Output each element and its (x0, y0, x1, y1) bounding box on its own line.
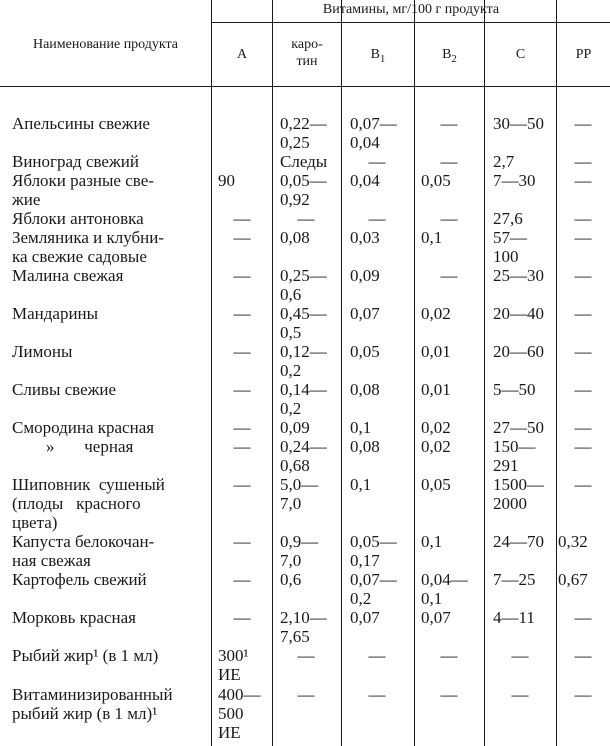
value-cell-car: 0,09 (280, 418, 310, 437)
product-name: Лимоны (12, 342, 73, 361)
value-cell-pp: — (574, 152, 592, 171)
value-cell-a: 90 (218, 171, 235, 190)
value-cell-car: 5,0— 7,0 (280, 475, 319, 513)
value-cell-c: 30—50 (493, 114, 544, 133)
product-name: Морковь красная (12, 608, 136, 627)
value-cell-b1: 0,05— 0,17 (350, 532, 397, 570)
value-cell-b1: 0,07— 0,2 (350, 570, 397, 608)
value-cell-b1: 0,1 (350, 475, 372, 494)
value-cell-b1: 0,09 (350, 266, 380, 285)
value-cell-b2: 0,1 (421, 532, 443, 551)
value-cell-a: — (233, 380, 251, 399)
product-name: Виноград свежий (12, 152, 139, 171)
value-cell-pp: — (574, 608, 592, 627)
value-cell-pp: — (574, 646, 592, 665)
vitamins-group-header: Витамины, мг/100 г продукта (322, 2, 500, 17)
value-cell-c: 4—11 (493, 608, 535, 627)
value-cell-b1: 0,07— 0,04 (350, 114, 397, 152)
value-cell-pp: — (574, 304, 592, 323)
value-cell-b2: 0,04— 0,1 (421, 570, 468, 608)
column-divider (341, 0, 342, 746)
value-cell-a: — (233, 475, 251, 494)
product-name: Рыбий жир¹ (в 1 мл) (12, 646, 159, 665)
value-cell-car: — (297, 685, 315, 704)
value-cell-pp: — (574, 342, 592, 361)
header-group-line (211, 22, 610, 23)
value-cell-b2: 0,01 (421, 380, 451, 399)
value-cell-b2: 0,02 (421, 418, 451, 437)
col-header-b2: $В_2$ (442, 47, 457, 65)
value-cell-pp: — (574, 114, 592, 133)
value-cell-pp: — (574, 266, 592, 285)
value-cell-pp: — (574, 228, 592, 247)
value-cell-car: 2,10— 7,65 (280, 608, 327, 646)
value-cell-c: 150— 291 (493, 437, 536, 475)
value-cell-a: — (233, 570, 251, 589)
value-cell-car: 0,12— 0,2 (280, 342, 327, 380)
col-header-a: А (236, 47, 248, 62)
value-cell-b2: 0,07 (421, 608, 451, 627)
value-cell-pp: — (574, 209, 592, 228)
value-cell-b2: 0,1 (421, 228, 443, 247)
value-cell-b2: 0,02 (421, 304, 451, 323)
value-cell-car: 0,25— 0,6 (280, 266, 327, 304)
value-cell-car: 0,22— 0,25 (280, 114, 327, 152)
value-cell-c: 5—50 (493, 380, 536, 399)
value-cell-b1: — (368, 685, 386, 704)
product-name: Яблоки антоновка (12, 209, 144, 228)
value-cell-b2: 0,05 (421, 475, 451, 494)
value-cell-a: — (233, 266, 251, 285)
value-cell-c: 7—30 (493, 171, 536, 190)
value-cell-car: Следы (280, 152, 328, 171)
product-name: Земляника и клубни- ка свежие садовые (12, 228, 164, 266)
value-cell-b1: — (368, 646, 386, 665)
value-cell-car: 0,24— 0,68 (280, 437, 327, 475)
value-cell-b2: 0,01 (421, 342, 451, 361)
value-cell-pp: — (574, 418, 592, 437)
value-cell-b1: 0,05 (350, 342, 380, 361)
value-cell-pp: 0,32 (558, 532, 588, 551)
value-cell-a: — (233, 608, 251, 627)
col-header-c: С (515, 47, 526, 62)
value-cell-b2: — (440, 152, 458, 171)
product-column-header: Наименование продукта (32, 37, 179, 52)
value-cell-c: 25—30 (493, 266, 544, 285)
value-cell-b2: — (440, 266, 458, 285)
value-cell-c: — (511, 646, 529, 665)
value-cell-b1: — (368, 152, 386, 171)
value-cell-c: 7—25 (493, 570, 536, 589)
value-cell-b1: 0,07 (350, 304, 380, 323)
product-name: » черная (12, 437, 134, 456)
value-cell-car: — (297, 209, 315, 228)
value-cell-car: — (297, 646, 315, 665)
value-cell-a: — (233, 304, 251, 323)
product-name: Апельсины свежие (12, 114, 150, 133)
value-cell-c: 57— 100 (493, 228, 527, 266)
value-cell-a: 300¹ ИЕ (218, 646, 249, 684)
col-header-carotene: каро- тин (291, 37, 323, 69)
value-cell-c: 24—70 (493, 532, 544, 551)
column-divider (272, 0, 273, 746)
header-bottom-line (0, 86, 610, 87)
product-name: Яблоки разные све- жие (12, 171, 154, 209)
column-divider (211, 0, 212, 746)
value-cell-c: 1500— 2000 (493, 475, 544, 513)
value-cell-c: — (511, 685, 529, 704)
value-cell-b1: 0,03 (350, 228, 380, 247)
value-cell-a: 400— 500 ИЕ (218, 685, 261, 742)
value-cell-a: — (233, 418, 251, 437)
value-cell-a: — (233, 209, 251, 228)
product-name: Малина свежая (12, 266, 124, 285)
value-cell-car: 0,6 (280, 570, 302, 589)
value-cell-b2: 0,05 (421, 171, 451, 190)
column-divider (556, 0, 557, 746)
value-cell-pp: 0,67 (558, 570, 588, 589)
value-cell-b1: 0,04 (350, 171, 380, 190)
product-name: Мандарины (12, 304, 99, 323)
value-cell-b1: 0,07 (350, 608, 380, 627)
value-cell-b1: 0,08 (350, 380, 380, 399)
value-cell-b2: — (440, 685, 458, 704)
value-cell-a: — (233, 532, 251, 551)
value-cell-a: — (233, 437, 251, 456)
value-cell-car: 0,08 (280, 228, 310, 247)
col-header-b1: $В_1$ (370, 47, 386, 65)
value-cell-car: 0,45— 0,5 (280, 304, 327, 342)
value-cell-b2: — (440, 209, 458, 228)
value-cell-b2: — (440, 646, 458, 665)
value-cell-car: 0,14— 0,2 (280, 380, 327, 418)
product-name: Картофель свежий (12, 570, 147, 589)
column-divider (414, 0, 415, 746)
column-divider (484, 0, 485, 746)
value-cell-b2: — (440, 114, 458, 133)
value-cell-pp: — (574, 380, 592, 399)
product-name: Капуста белокочан- ная свежая (12, 532, 155, 570)
value-cell-b1: — (368, 209, 386, 228)
value-cell-a: — (233, 228, 251, 247)
value-cell-pp: — (574, 475, 592, 494)
value-cell-c: 20—60 (493, 342, 544, 361)
product-name: Сливы свежие (12, 380, 117, 399)
col-header-pp: РР (575, 47, 592, 62)
value-cell-c: 27—50 (493, 418, 544, 437)
value-cell-pp: — (574, 171, 592, 190)
value-cell-b1: 0,1 (350, 418, 372, 437)
value-cell-pp: — (574, 437, 592, 456)
value-cell-car: 0,05— 0,92 (280, 171, 327, 209)
value-cell-car: 0,9— 7,0 (280, 532, 319, 570)
value-cell-c: 27,6 (493, 209, 523, 228)
value-cell-pp: — (574, 685, 592, 704)
value-cell-c: 20—40 (493, 304, 544, 323)
value-cell-b1: 0,08 (350, 437, 380, 456)
value-cell-b2: 0,02 (421, 437, 451, 456)
product-name: Смородина красная (12, 418, 155, 437)
product-name: Витаминизированный рыбий жир (в 1 мл)¹ (12, 685, 173, 723)
value-cell-a: — (233, 342, 251, 361)
product-name: Шиповник сушеный (плоды красного цвета) (12, 475, 165, 532)
value-cell-c: 2,7 (493, 152, 515, 171)
